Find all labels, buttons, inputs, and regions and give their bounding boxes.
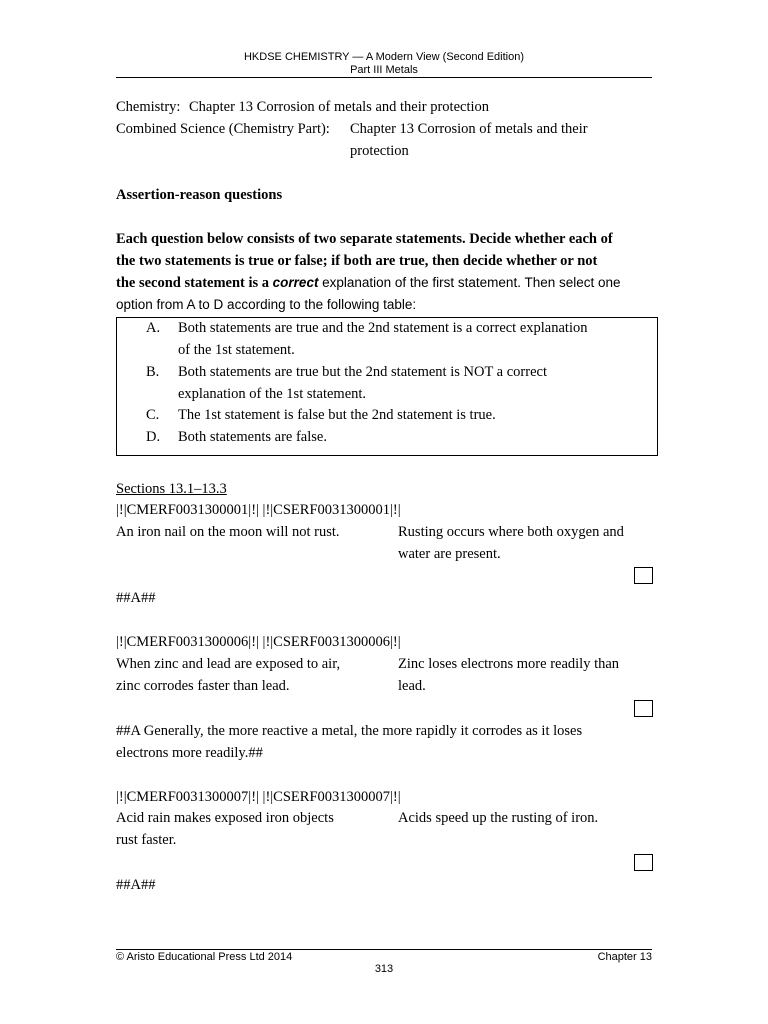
question-2-answer-box[interactable] bbox=[634, 700, 653, 717]
option-a-text-cont: of the 1st statement. bbox=[178, 342, 295, 358]
option-c-text: The 1st statement is false but the 2nd statement is true. bbox=[178, 407, 496, 423]
question-1-assertion: An iron nail on the moon will not rust. bbox=[116, 524, 340, 540]
option-b-letter: B. bbox=[146, 364, 160, 380]
running-header-part: Part III Metals bbox=[350, 64, 418, 76]
question-2-reason: Zinc loses electrons more readily than bbox=[398, 656, 620, 672]
question-1-reason-cont: water are present. bbox=[398, 546, 501, 562]
question-3-reason: Acids speed up the rusting of iron. bbox=[398, 810, 599, 826]
question-1-reason: Rusting occurs where both oxygen and bbox=[398, 524, 624, 540]
question-1-code: |!|CMERF0031300001|!| |!|CSERF0031300001|!| bbox=[116, 502, 401, 518]
option-d-text: Both statements are false. bbox=[178, 429, 327, 445]
instructions-line-3 bbox=[116, 272, 621, 294]
question-1-answer: ##A## bbox=[116, 590, 156, 606]
instructions-line-3-rest: explanation of the first statement. Then select one bbox=[322, 275, 621, 290]
chemistry-label: Chemistry: bbox=[116, 99, 181, 115]
question-3-answer-box[interactable] bbox=[634, 854, 653, 871]
footer-rule bbox=[116, 949, 652, 950]
option-d-letter: D. bbox=[146, 429, 161, 445]
question-2-answer: ##A Generally, the more reactive a metal, the more rapidly it corrodes as it loses bbox=[116, 723, 583, 739]
instructions-line-3-italic: correct bbox=[272, 275, 319, 290]
option-b-text: Both statements are true but the 2nd statement is NOT a correct bbox=[178, 364, 547, 380]
question-3-assertion: Acid rain makes exposed iron objects bbox=[116, 810, 334, 826]
option-a-text: Both statements are true and the 2nd statement is a correct explanation bbox=[178, 320, 588, 336]
footer-chapter: Chapter 13 bbox=[597, 951, 652, 963]
running-header-title: HKDSE CHEMISTRY — A Modern View (Second Edition) bbox=[243, 51, 524, 63]
header-rule bbox=[116, 77, 652, 78]
question-2-assertion: When zinc and lead are exposed to air, bbox=[116, 656, 341, 672]
question-2-answer-cont: electrons more readily.## bbox=[116, 745, 263, 761]
question-3-answer: ##A## bbox=[116, 877, 156, 893]
question-3-code: |!|CMERF0031300007|!| |!|CSERF0031300007|!| bbox=[116, 789, 401, 805]
instructions-line-3-bold: the second statement is a bbox=[116, 275, 270, 291]
question-2-reason-cont: lead. bbox=[398, 678, 426, 694]
instructions-line-4: option from A to D according to the following table: bbox=[116, 297, 417, 312]
section-heading: Assertion-reason questions bbox=[116, 187, 283, 203]
sections-label: Sections 13.1–13.3 bbox=[116, 481, 227, 497]
combined-science-label: Combined Science (Chemistry Part): bbox=[116, 121, 330, 137]
combined-science-chapter-title: Chapter 13 Corrosion of metals and their bbox=[350, 121, 588, 137]
page-number: 313 bbox=[374, 963, 394, 975]
question-3-assertion-cont: rust faster. bbox=[116, 832, 177, 848]
chemistry-chapter-title: Chapter 13 Corrosion of metals and their protection bbox=[189, 99, 489, 115]
instructions-line-1: Each question below consists of two separate statements. Decide whether each of bbox=[116, 231, 613, 247]
question-1-answer-box[interactable] bbox=[634, 567, 653, 584]
option-a-letter: A. bbox=[146, 320, 161, 336]
option-c-letter: C. bbox=[146, 407, 160, 423]
instructions-line-2: the two statements is true or false; if both are true, then decide whether or not bbox=[116, 253, 598, 269]
footer-copyright: © Aristo Educational Press Ltd 2014 bbox=[116, 951, 293, 963]
question-2-code: |!|CMERF0031300006|!| |!|CSERF0031300006|!| bbox=[116, 634, 401, 650]
combined-science-chapter-title-cont: protection bbox=[350, 143, 409, 159]
option-b-text-cont: explanation of the 1st statement. bbox=[178, 386, 367, 402]
question-2-assertion-cont: zinc corrodes faster than lead. bbox=[116, 678, 290, 694]
